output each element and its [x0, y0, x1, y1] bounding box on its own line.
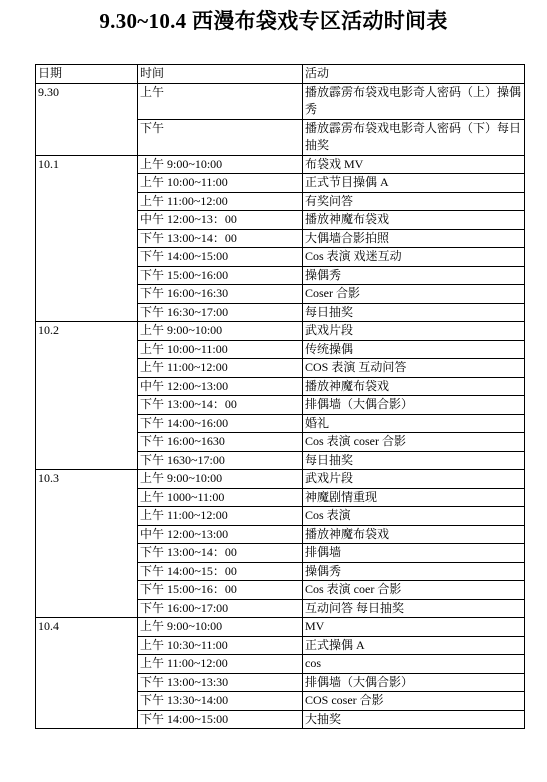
time-cell: 下午 13:00~14：00: [138, 396, 303, 415]
time-cell: 上午 11:00~12:00: [138, 359, 303, 378]
activity-cell: 正式操偶 A: [303, 636, 525, 655]
time-cell: 中午 12:00~13:00: [138, 525, 303, 544]
time-cell: 上午 11:00~12:00: [138, 192, 303, 211]
column-header-date: 日期: [36, 65, 138, 84]
page-title: 9.30~10.4 西漫布袋戏专区活动时间表: [99, 9, 448, 33]
table-row: [36, 155, 525, 174]
activity-cell: 操偶秀: [303, 266, 525, 285]
activity-cell: 播放神魔布袋戏: [303, 525, 525, 544]
activity-cell: Cos 表演 coer 合影: [303, 581, 525, 600]
activity-cell: 操偶秀: [303, 562, 525, 581]
time-cell: 下午 14:00~15：00: [138, 562, 303, 581]
time-cell: 上午 10:00~11:00: [138, 174, 303, 193]
activity-cell: cos: [303, 655, 525, 674]
activity-cell: 排偶墙（大偶合影）: [303, 396, 525, 415]
table-row: [36, 470, 525, 489]
date-cell: 9.30: [36, 83, 138, 155]
activity-cell: 播放霹雳布袋戏电影奇人密码（下）每日抽奖: [303, 119, 525, 155]
activity-cell: 正式节目操偶 A: [303, 174, 525, 193]
table-row: [36, 618, 525, 637]
activity-cell: 每日抽奖: [303, 451, 525, 470]
activity-cell: Coser 合影: [303, 285, 525, 304]
activity-cell: 有奖问答: [303, 192, 525, 211]
time-cell: 下午 16:00~17:00: [138, 599, 303, 618]
time-cell: 下午 13:00~13:30: [138, 673, 303, 692]
time-cell: 上午 10:30~11:00: [138, 636, 303, 655]
time-cell: 下午 1630~17:00: [138, 451, 303, 470]
time-cell: 下午 13:30~14:00: [138, 692, 303, 711]
date-cell: 10.1: [36, 155, 138, 322]
time-cell: 下午: [138, 119, 303, 155]
table-row: [36, 322, 525, 341]
activity-cell: 武戏片段: [303, 470, 525, 489]
time-cell: 下午 16:30~17:00: [138, 303, 303, 322]
activity-cell: 大抽奖: [303, 710, 525, 729]
time-cell: 上午 11:00~12:00: [138, 655, 303, 674]
activity-cell: Cos 表演: [303, 507, 525, 526]
time-cell: 上午 9:00~10:00: [138, 618, 303, 637]
time-cell: 下午 15:00~16：00: [138, 581, 303, 600]
table-row: [36, 83, 525, 119]
time-cell: 上午 9:00~10:00: [138, 322, 303, 341]
time-cell: 中午 12:00~13：00: [138, 211, 303, 230]
time-cell: 上午 9:00~10:00: [138, 470, 303, 489]
time-cell: 中午 12:00~13:00: [138, 377, 303, 396]
activity-cell: 布袋戏 MV: [303, 155, 525, 174]
time-cell: 上午 11:00~12:00: [138, 507, 303, 526]
time-cell: 下午 16:00~16:30: [138, 285, 303, 304]
time-cell: 下午 14:00~16:00: [138, 414, 303, 433]
activity-cell: Cos 表演 戏迷互动: [303, 248, 525, 267]
column-header-time: 时间: [138, 65, 303, 84]
activity-cell: 神魔剧情重现: [303, 488, 525, 507]
activity-cell: 传统操偶: [303, 340, 525, 359]
time-cell: 上午 9:00~10:00: [138, 155, 303, 174]
schedule-table: [35, 64, 525, 729]
activity-cell: 播放霹雳布袋戏电影奇人密码（上）操偶秀: [303, 83, 525, 119]
activity-cell: 播放神魔布袋戏: [303, 377, 525, 396]
time-cell: 下午 14:00~15:00: [138, 710, 303, 729]
time-cell: 上午 1000~11:00: [138, 488, 303, 507]
column-header-activity: 活动: [303, 65, 525, 84]
date-cell: 10.3: [36, 470, 138, 618]
time-cell: 下午 13:00~14：00: [138, 544, 303, 563]
activity-cell: 大偶墙合影拍照: [303, 229, 525, 248]
time-cell: 下午 14:00~15:00: [138, 248, 303, 267]
date-cell: 10.4: [36, 618, 138, 729]
activity-cell: COS coser 合影: [303, 692, 525, 711]
date-cell: 10.2: [36, 322, 138, 470]
activity-cell: 婚礼: [303, 414, 525, 433]
activity-cell: 每日抽奖: [303, 303, 525, 322]
activity-cell: 排偶墙（大偶合影）: [303, 673, 525, 692]
time-cell: 下午 15:00~16:00: [138, 266, 303, 285]
activity-cell: 武戏片段: [303, 322, 525, 341]
activity-cell: COS 表演 互动问答: [303, 359, 525, 378]
activity-cell: 排偶墙: [303, 544, 525, 563]
activity-cell: MV: [303, 618, 525, 637]
schedule-body: [36, 83, 525, 729]
activity-cell: 互动问答 每日抽奖: [303, 599, 525, 618]
activity-cell: 播放神魔布袋戏: [303, 211, 525, 230]
activity-cell: Cos 表演 coser 合影: [303, 433, 525, 452]
time-cell: 上午 10:00~11:00: [138, 340, 303, 359]
time-cell: 下午 13:00~14：00: [138, 229, 303, 248]
table-header-row: [36, 65, 525, 84]
time-cell: 上午: [138, 83, 303, 119]
time-cell: 下午 16:00~1630: [138, 433, 303, 452]
